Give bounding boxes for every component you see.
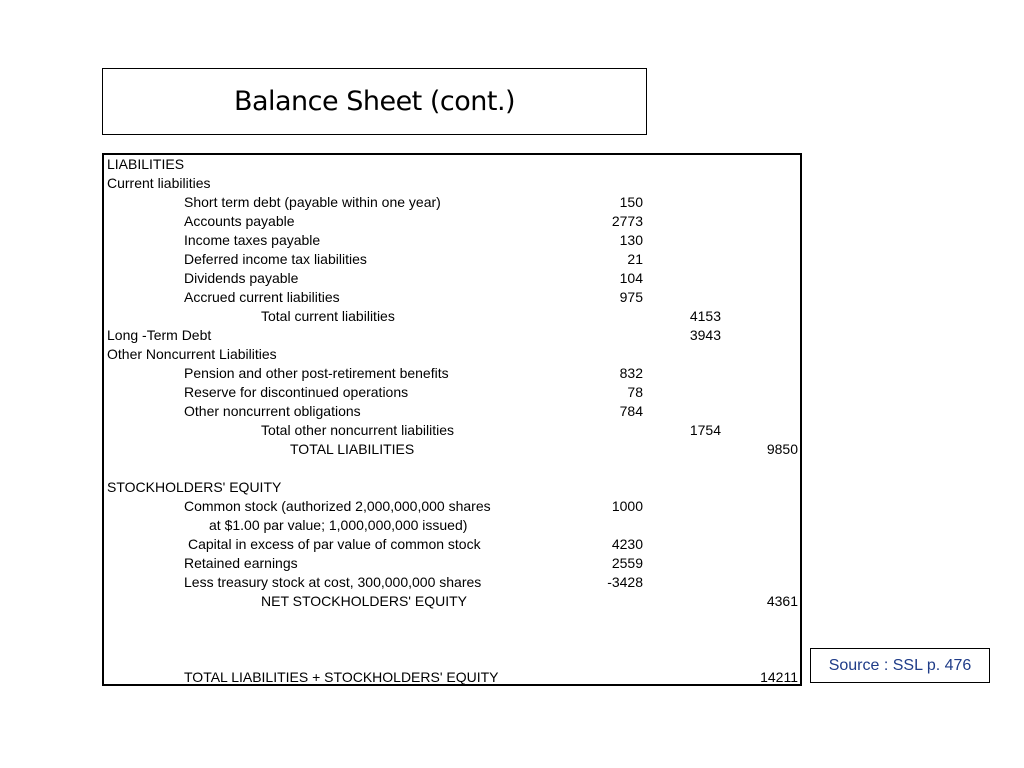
source-text: Source : SSL p. 476 [828,656,972,674]
row-label: Dividends payable [184,270,299,286]
row-value-col1: 2559 [611,555,643,571]
row-pension-benefits [104,364,800,383]
row-label: Deferred income tax liabilities [184,251,367,267]
row-value-col3: 9850 [766,441,798,457]
row-stockholders-equity [104,478,800,497]
slide-title: Balance Sheet (cont.) [233,86,516,117]
row-label: Total other noncurrent liabilities [261,422,454,438]
row-value-col1: -3428 [607,574,643,590]
row-value-col1: 1000 [611,498,643,514]
row-common-stock [104,497,800,516]
row-label: at $1.00 par value; 1,000,000,000 issued) [209,517,468,533]
row-label: LIABILITIES [107,156,185,172]
row-liabilities [104,155,800,174]
row-value-col1: 832 [619,365,643,381]
row-label: Accrued current liabilities [184,289,340,305]
row-label: Less treasury stock at cost, 300,000,000 shares [184,574,482,590]
row-total-liabilities-equity [104,668,800,687]
row-other-noncurrent-obligations [104,402,800,421]
row-total-liabilities [104,440,800,459]
row-retained-earnings [104,554,800,573]
row-accrued-current-liabilities [104,288,800,307]
row-value-col1: 975 [619,289,643,305]
row-value-col1: 784 [619,403,643,419]
row-deferred-income-tax [104,250,800,269]
row-accounts-payable [104,212,800,231]
row-value-col3: 4361 [766,593,798,609]
row-treasury-stock [104,573,800,592]
row-label: Total current liabilities [261,308,395,324]
slide-title-box [102,68,647,135]
row-long-term-debt [104,326,800,345]
row-label: Short term debt (payable within one year) [184,194,441,210]
row-label: Retained earnings [184,555,298,571]
row-label: Common stock (authorized 2,000,000,000 shares [184,498,491,514]
row-value-col1: 4230 [611,536,643,552]
row-label: Other Noncurrent Liabilities [107,346,277,362]
row-label: TOTAL LIABILITIES + STOCKHOLDERS' EQUITY [184,669,499,685]
row-value-col1: 150 [619,194,643,210]
balance-sheet-table [102,153,802,686]
row-label: NET STOCKHOLDERS' EQUITY [261,593,467,609]
row-value-col1: 104 [619,270,643,286]
row-total-current-liabilities [104,307,800,326]
row-value-col2: 1754 [689,422,721,438]
row-value-col3: 14211 [760,669,798,685]
row-short-term-debt [104,193,800,212]
row-other-noncurrent-liabilities [104,345,800,364]
row-current-liabilities [104,174,800,193]
row-net-stockholders-equity [104,592,800,611]
row-label: Accounts payable [184,213,295,229]
row-label: Other noncurrent obligations [184,403,361,419]
row-label: Long -Term Debt [107,327,212,343]
row-value-col1: 130 [619,232,643,248]
row-capital-in-excess [104,535,800,554]
row-label: Current liabilities [107,175,211,191]
row-label: STOCKHOLDERS' EQUITY [107,479,282,495]
source-note [810,648,990,683]
row-common-stock-par [104,516,800,535]
row-value-col1: 2773 [611,213,643,229]
row-label: TOTAL LIABILITIES [290,441,415,457]
row-label: Reserve for discontinued operations [184,384,409,400]
row-total-other-noncurrent [104,421,800,440]
row-label: Income taxes payable [184,232,321,248]
row-value-col1: 21 [627,251,643,267]
row-value-col1: 78 [627,384,643,400]
row-value-col2: 3943 [689,327,721,343]
row-dividends-payable [104,269,800,288]
row-reserve-discontinued [104,383,800,402]
row-income-taxes-payable [104,231,800,250]
row-label: Capital in excess of par value of common stock [188,536,481,552]
row-value-col2: 4153 [689,308,721,324]
row-label: Pension and other post-retirement benefits [184,365,449,381]
